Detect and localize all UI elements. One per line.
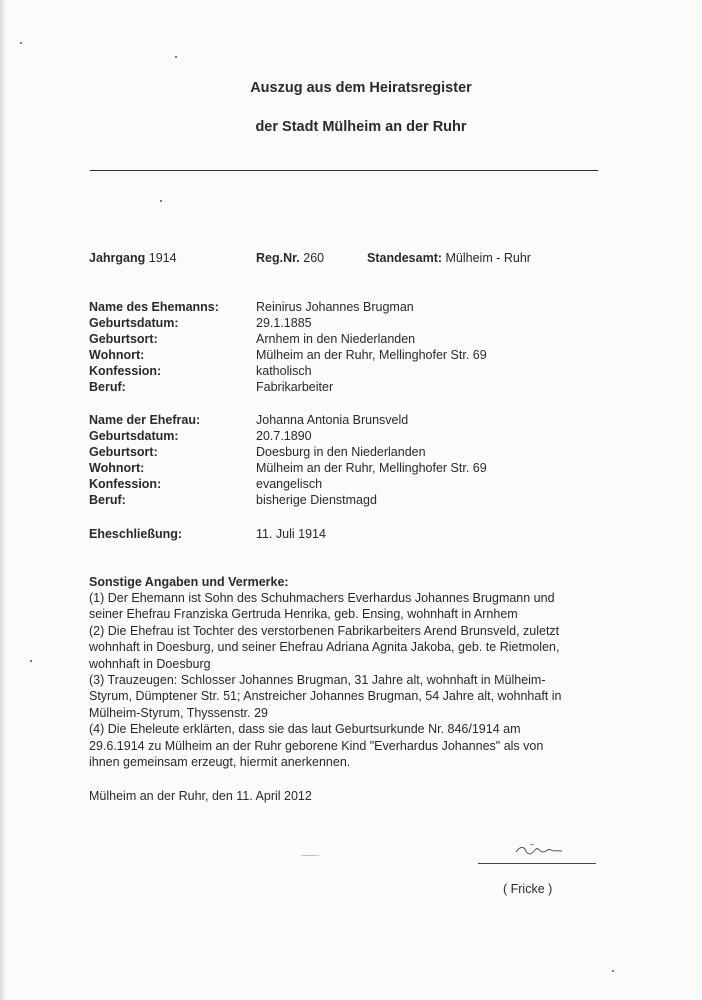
notes-line: Styrum, Dümptener Str. 51; Anstreicher Johannes Brugman, 54 Jahre alt, wohnhaft in [89, 689, 562, 704]
registry-number-value: 260 [303, 251, 325, 265]
husband-religion-label: Konfession: [89, 364, 162, 378]
notes-line: wohnhaft in Doesburg [89, 656, 211, 671]
notes-line: Mülheim-Styrum, Thyssenstr. 29 [89, 705, 268, 720]
husband-birthplace-label: Geburtsort: [89, 332, 158, 346]
registry-number-label: Reg.Nr. [256, 251, 300, 265]
scan-speck [612, 970, 614, 972]
notes-line: (3) Trauzeugen: Schlosser Johannes Brugman, 31 Jahre alt, wohnhaft in Mülheim- [89, 673, 546, 688]
husband-name-value: Reinirus Johannes Brugman [256, 300, 414, 314]
handwritten-signature [510, 840, 570, 860]
notes-body [89, 590, 634, 770]
registry-year-value: 1914 [148, 251, 177, 265]
notes-line: (4) Die Eheleute erklärten, dass sie das laut Geburtsurkunde Nr. 846/1914 am [89, 722, 521, 737]
husband-birthplace-value: Arnhem in den Niederlanden [256, 332, 416, 346]
notes-line: (2) Die Ehefrau ist Tochter des verstorbenen Fabrikarbeiters Arend Brunsveld, zuletzt [89, 623, 560, 638]
husband-religion-value: katholisch [256, 364, 312, 378]
scan-edge [0, 0, 6, 1000]
wife-name-value: Johanna Antonia Brunsveld [256, 413, 409, 427]
registry-office [367, 250, 531, 266]
wife-religion-label: Konfession: [89, 477, 162, 491]
registry-number [256, 250, 324, 266]
wife-birthdate-label: Geburtsdatum: [89, 429, 179, 443]
scan-speck [175, 56, 177, 58]
notes-line: 29.6.1914 zu Mülheim an der Ruhr geborene Kind "Everhardus Johannes" als von [89, 738, 544, 753]
husband-residence-value: Mülheim an der Ruhr, Mellinghofer Str. 69 [256, 348, 487, 362]
husband-occupation-label: Beruf: [89, 380, 126, 394]
signature-line [478, 863, 596, 864]
signer-name: ( Fricke ) [503, 882, 553, 896]
notes-line: seiner Ehefrau Franziska Gertruda Henrika, geb. Ensing, wohnhaft in Arnhem [89, 607, 518, 622]
wife-occupation-label: Beruf: [89, 493, 126, 507]
wife-residence-label: Wohnort: [89, 461, 145, 475]
marriage-label: Eheschließung: [89, 527, 183, 541]
notes-heading: Sonstige Angaben und Vermerke: [89, 575, 289, 589]
scan-speck [160, 200, 162, 202]
document-title: Auszug aus dem Heiratsregister [250, 80, 472, 96]
husband-name-label: Name des Ehemanns: [89, 300, 219, 314]
scan-speck [30, 660, 32, 662]
wife-birthplace-value: Doesburg in den Niederlanden [256, 445, 426, 459]
registry-year-label: Jahrgang [89, 251, 146, 265]
wife-birthdate-value: 20.7.1890 [256, 429, 312, 443]
wife-occupation-value: bisherige Dienstmagd [256, 493, 377, 507]
notes-line: (1) Der Ehemann ist Sohn des Schuhmachers Everhardus Johannes Brugmann und [89, 591, 555, 605]
husband-residence-label: Wohnort: [89, 348, 145, 362]
marriage-value: 11. Juli 1914 [256, 527, 326, 541]
wife-name-label: Name der Ehefrau: [89, 413, 201, 427]
husband-birthdate-label: Geburtsdatum: [89, 316, 179, 330]
notes-line: ihnen gemeinsam erzeugt, hiermit anerkennen. [89, 755, 351, 770]
wife-birthplace-label: Geburtsort: [89, 445, 158, 459]
registry-office-value: Mülheim - Ruhr [445, 251, 531, 265]
registry-office-label: Standesamt: [367, 251, 443, 265]
registry-year [89, 250, 177, 266]
notes-line: wohnhaft in Doesburg, und seiner Ehefrau Adriana Agnita Jakoba, geb. te Rietmolen, [89, 640, 560, 655]
husband-birthdate-value: 29.1.1885 [256, 316, 312, 330]
scan-speck [20, 42, 22, 44]
document-subtitle: der Stadt Mülheim an der Ruhr [255, 119, 467, 135]
place-and-date: Mülheim an der Ruhr, den 11. April 2012 [89, 789, 312, 803]
title-divider [90, 170, 598, 171]
husband-occupation-value: Fabrikarbeiter [256, 380, 334, 394]
wife-religion-value: evangelisch [256, 477, 323, 491]
wife-residence-value: Mülheim an der Ruhr, Mellinghofer Str. 69 [256, 461, 487, 475]
scan-speck [300, 855, 320, 856]
